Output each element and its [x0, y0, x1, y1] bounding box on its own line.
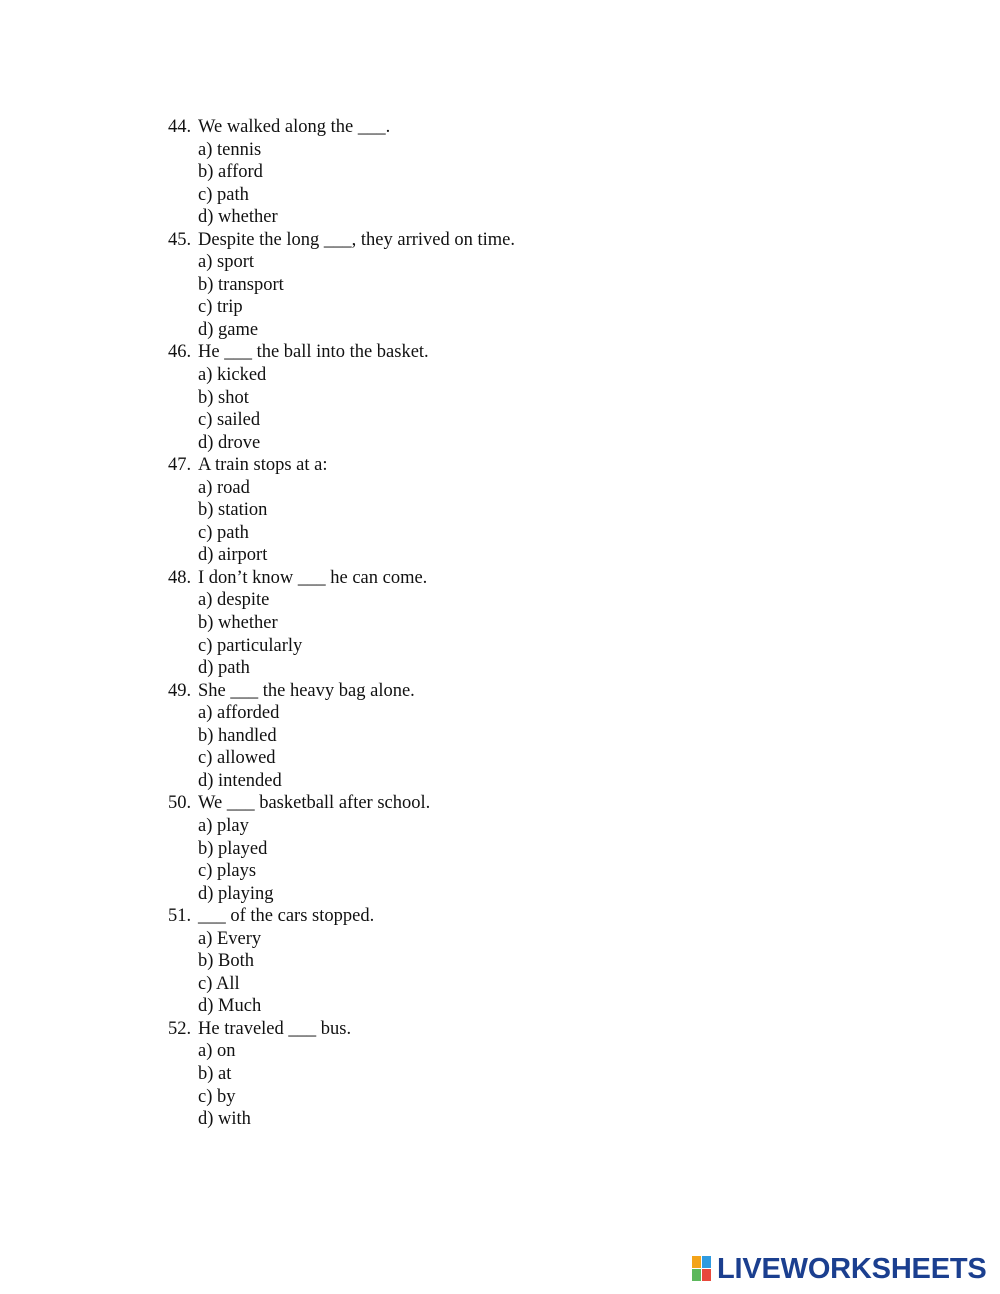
question-stem [168, 680, 868, 703]
question-text: We walked along the ___. [198, 117, 391, 137]
answer-option: c) path [198, 184, 249, 205]
brand-name: LIVEWORKSHEETS [717, 1253, 987, 1285]
question-51 [168, 905, 868, 1018]
question-47 [168, 454, 868, 567]
answer-option: b) transport [198, 274, 284, 295]
answer-option: d) game [198, 319, 259, 340]
answer-option: c) path [198, 522, 249, 543]
answer-option: a) on [198, 1041, 236, 1062]
question-52 [168, 1018, 868, 1131]
answer-option: b) Both [198, 951, 255, 972]
question-stem [168, 116, 868, 139]
answer-option: c) All [198, 973, 240, 994]
question-stem [168, 567, 868, 590]
answer-option: c) plays [198, 861, 257, 882]
question-number: 44. [168, 117, 192, 137]
question-44 [168, 116, 868, 229]
question-45 [168, 229, 868, 342]
answer-option: d) drove [198, 432, 261, 453]
question-number: 52. [168, 1018, 192, 1039]
logo-tile-4 [702, 1269, 711, 1281]
answer-option: b) afford [198, 162, 263, 183]
question-number: 48. [168, 567, 192, 588]
question-stem [168, 229, 868, 252]
question-stem [168, 341, 868, 364]
question-number: 45. [168, 229, 192, 250]
question-number: 50. [168, 793, 192, 814]
question-text: A train stops at a: [198, 455, 328, 476]
answer-option: a) play [198, 815, 249, 836]
answer-option: a) tennis [198, 139, 262, 160]
answer-option: d) whether [198, 207, 278, 228]
logo-tile-1 [692, 1256, 701, 1268]
question-number: 46. [168, 342, 192, 363]
answer-option: a) road [198, 477, 250, 498]
answer-option: a) Every [198, 928, 262, 949]
question-number: 51. [168, 906, 192, 927]
answer-option: d) airport [198, 545, 268, 566]
answer-option: b) at [198, 1063, 232, 1084]
question-number: 47. [168, 455, 192, 476]
answer-option: b) whether [198, 613, 278, 634]
question-stem [168, 454, 868, 477]
question-text: She ___ the heavy bag alone. [198, 680, 415, 701]
answer-option: c) trip [198, 297, 243, 318]
question-number: 49. [168, 680, 192, 701]
liveworksheets-logo-icon [692, 1256, 712, 1282]
answer-option: a) afforded [198, 703, 280, 724]
question-stem [168, 1018, 868, 1041]
question-text: ___ of the cars stopped. [198, 906, 375, 927]
answer-option: b) handled [198, 725, 277, 746]
answer-option: d) with [198, 1109, 251, 1130]
answer-option: a) despite [198, 590, 270, 611]
answer-option: b) played [198, 838, 268, 859]
answer-option: c) allowed [198, 748, 276, 769]
answer-option: d) path [198, 658, 250, 679]
logo-tile-3 [692, 1269, 701, 1281]
answer-option: d) playing [198, 883, 274, 904]
answer-option: d) Much [198, 996, 262, 1017]
question-stem [168, 905, 868, 928]
answer-option: c) particularly [198, 635, 303, 656]
answer-option: c) sailed [198, 410, 261, 431]
question-text: I don’t know ___ he can come. [198, 567, 428, 588]
answer-option: b) shot [198, 387, 249, 408]
question-text: He ___ the ball into the basket. [198, 342, 429, 363]
question-text: We ___ basketball after school. [198, 793, 431, 814]
question-49 [168, 680, 868, 793]
worksheet-questions [168, 116, 868, 1131]
answer-option: d) intended [198, 770, 282, 791]
answer-option: a) kicked [198, 365, 267, 386]
question-46 [168, 341, 868, 454]
liveworksheets-brand [692, 1253, 987, 1285]
answer-option: b) station [198, 500, 268, 521]
answer-option: a) sport [198, 252, 254, 273]
question-50 [168, 792, 868, 905]
question-text: Despite the long ___, they arrived on time. [198, 229, 515, 250]
answer-option: c) by [198, 1086, 236, 1107]
question-text: He traveled ___ bus. [198, 1018, 352, 1039]
question-48 [168, 567, 868, 680]
logo-tile-2 [702, 1256, 711, 1268]
question-stem [168, 792, 868, 815]
